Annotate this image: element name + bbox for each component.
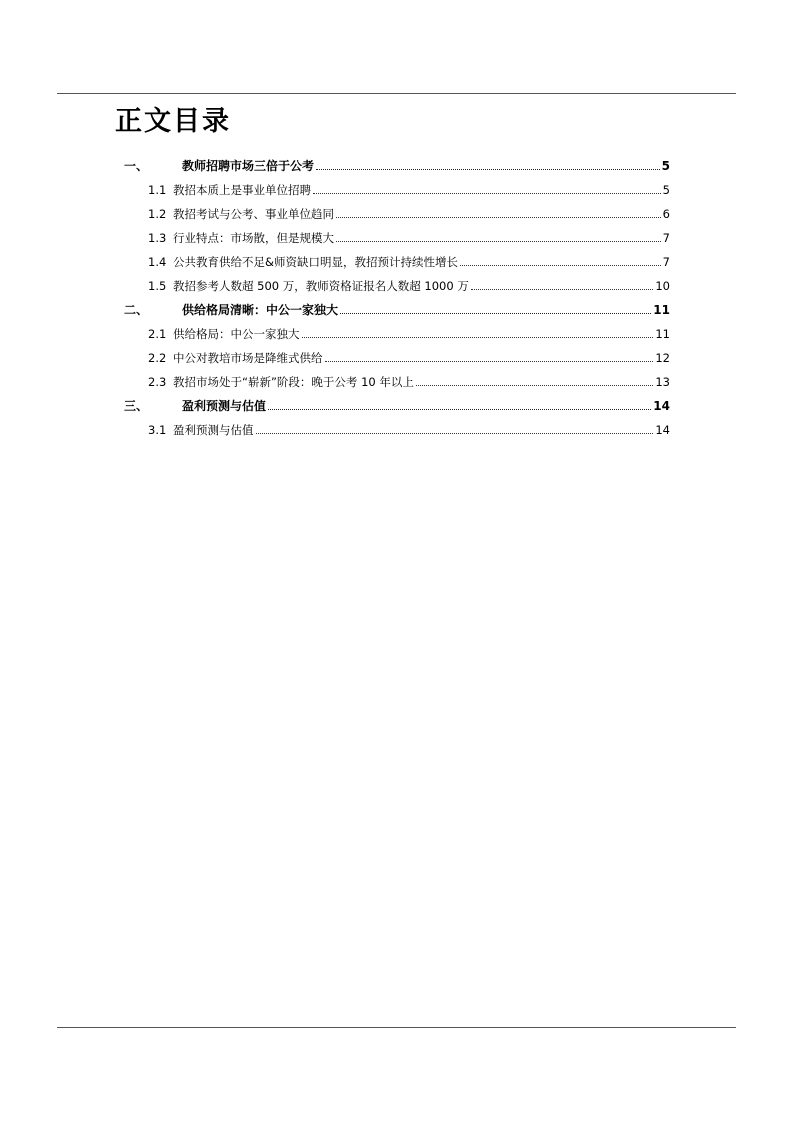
toc-entry-page: 5 bbox=[662, 183, 670, 197]
toc-entry-1-3[interactable] bbox=[148, 227, 670, 245]
toc-entry-2-3[interactable] bbox=[148, 371, 670, 389]
toc-entry-page: 11 bbox=[655, 327, 670, 341]
toc-entry-number: 1.5 bbox=[148, 279, 167, 293]
toc-entry-label: 盈利预测与估值 bbox=[182, 399, 267, 413]
toc-entry-label: 供给格局：中公一家独大 bbox=[173, 327, 300, 341]
toc-entry-label: 中公对教培市场是降维式供给 bbox=[173, 351, 323, 365]
toc-dot-leader bbox=[336, 241, 661, 242]
toc-entry-1-5[interactable] bbox=[148, 275, 670, 293]
toc-entry-page: 11 bbox=[653, 303, 670, 317]
toc-entry-number: 1.1 bbox=[148, 183, 167, 197]
toc-entry-page: 6 bbox=[662, 207, 670, 221]
footer-rule bbox=[57, 1027, 736, 1028]
toc-entry-number: 2.1 bbox=[148, 327, 167, 341]
toc-entry-1-2[interactable] bbox=[148, 203, 670, 221]
toc-entry-label: 公共教育供给不足&师资缺口明显，教招预计持续性增长 bbox=[173, 255, 458, 269]
toc-dot-leader bbox=[416, 385, 654, 386]
toc-entry-number: 2.3 bbox=[148, 375, 167, 389]
toc-dot-leader bbox=[460, 265, 661, 266]
toc-entry-label: 教师招聘市场三倍于公考 bbox=[182, 159, 315, 173]
page-title: 正文目录 bbox=[115, 106, 231, 137]
toc-entry-1-4[interactable] bbox=[148, 251, 670, 269]
toc-entry-2-1[interactable] bbox=[148, 323, 670, 341]
toc-dot-leader bbox=[313, 193, 661, 194]
toc-entry-1[interactable] bbox=[124, 155, 670, 173]
toc-dot-leader bbox=[325, 361, 654, 362]
header-rule bbox=[57, 93, 736, 94]
toc-entry-label: 教招市场处于“崭新”阶段：晚于公考 10 年以上 bbox=[173, 375, 414, 389]
toc-entry-page: 12 bbox=[655, 351, 670, 365]
toc-entry-label: 盈利预测与估值 bbox=[173, 423, 254, 437]
toc-entry-2-2[interactable] bbox=[148, 347, 670, 365]
toc-entry-2[interactable] bbox=[124, 299, 670, 317]
toc-entry-label: 教招参考人数超 500 万，教师资格证报名人数超 1000 万 bbox=[173, 279, 469, 293]
toc-entry-number: 3.1 bbox=[148, 423, 167, 437]
toc-entry-number: 二、 bbox=[124, 303, 149, 317]
toc-entry-page: 14 bbox=[655, 423, 670, 437]
toc-entry-page: 5 bbox=[661, 159, 670, 173]
toc-entry-page: 13 bbox=[655, 375, 670, 389]
toc-entry-page: 7 bbox=[662, 255, 670, 269]
toc-entry-page: 7 bbox=[662, 231, 670, 245]
toc-dot-leader bbox=[268, 409, 651, 410]
toc-entry-page: 14 bbox=[653, 399, 670, 413]
toc-entry-3-1[interactable] bbox=[148, 419, 670, 437]
toc-entry-label: 行业特点：市场散，但是规模大 bbox=[173, 231, 334, 245]
toc-entry-label: 教招考试与公考、事业单位趋同 bbox=[173, 207, 334, 221]
toc-entry-label: 教招本质上是事业单位招聘 bbox=[173, 183, 311, 197]
toc-entry-page: 10 bbox=[655, 279, 670, 293]
toc-dot-leader bbox=[336, 217, 661, 218]
toc-entry-3[interactable] bbox=[124, 395, 670, 413]
toc-dot-leader bbox=[302, 337, 654, 338]
toc-dot-leader bbox=[340, 313, 651, 314]
toc-entry-label: 供给格局清晰：中公一家独大 bbox=[182, 303, 339, 317]
toc-dot-leader bbox=[256, 433, 654, 434]
toc-dot-leader bbox=[471, 289, 654, 290]
toc-entry-number: 1.2 bbox=[148, 207, 167, 221]
toc-dot-leader bbox=[316, 169, 660, 170]
toc-entry-1-1[interactable] bbox=[148, 179, 670, 197]
toc-entry-number: 1.3 bbox=[148, 231, 167, 245]
toc-entry-number: 三、 bbox=[124, 399, 149, 413]
toc-entry-number: 1.4 bbox=[148, 255, 167, 269]
toc-entry-number: 一、 bbox=[124, 159, 149, 173]
toc-entry-number: 2.2 bbox=[148, 351, 167, 365]
